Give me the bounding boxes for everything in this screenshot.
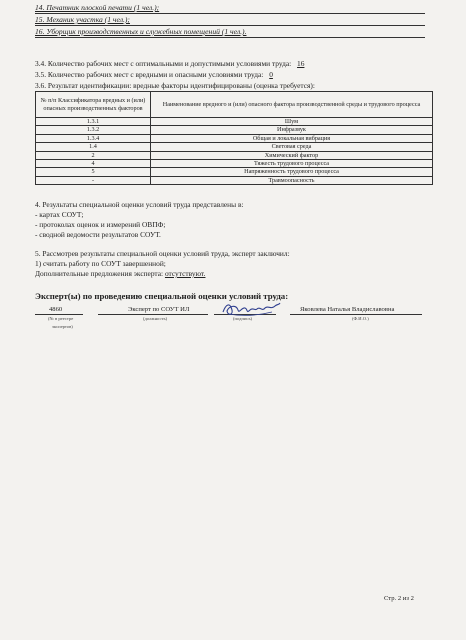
factor-code: 4 bbox=[36, 159, 151, 167]
factor-code: 2 bbox=[36, 151, 151, 159]
list-item: 15. Механик участка (1 чел.); bbox=[35, 15, 130, 24]
factor-name: Общая и локальная вибрация bbox=[151, 134, 433, 142]
section-3-5 bbox=[35, 70, 277, 79]
section-3-4-value: 16 bbox=[297, 59, 305, 68]
factor-code: 5 bbox=[36, 168, 151, 176]
factor-name: Напряженность трудового процесса bbox=[151, 168, 433, 176]
section-3-4-label: 3.4. Количество рабочих мест с оптимальными и допустимыми условиями труда: bbox=[35, 59, 292, 68]
caption-signature: (подпись) bbox=[233, 316, 253, 321]
column-header-name: Наименование вредного и (или) опасного фактора производственной среды и трудового процесса bbox=[151, 92, 433, 118]
table-row bbox=[36, 134, 433, 142]
factor-code: 1.3.4 bbox=[36, 134, 151, 142]
section-5-line2 bbox=[35, 269, 205, 278]
factor-code: 1.4 bbox=[36, 143, 151, 151]
caption-number-1: (№ в реестре bbox=[48, 316, 74, 321]
section-3-6: 3.6. Результат идентификации: вредные факторы идентифицированы (оценка требуется): bbox=[35, 81, 315, 90]
section-5-title: 5. Рассмотрев результаты специальной оценки условий труда, эксперт заключил: bbox=[35, 249, 290, 258]
section-3-5-label: 3.5. Количество рабочих мест с вредными и опасными условиями труда: bbox=[35, 70, 264, 79]
table-row bbox=[36, 176, 433, 184]
table-row bbox=[36, 126, 433, 134]
section-4-item: - сводной ведомости результатов СОУТ. bbox=[35, 230, 161, 239]
hazard-factors-table bbox=[35, 91, 433, 185]
expert-position: Эксперт по СОУТ ИЛ bbox=[128, 306, 190, 313]
section-4-item: - протоколах оценок и измерений ОВПФ; bbox=[35, 220, 166, 229]
factor-name: Травмоопасность bbox=[151, 176, 433, 184]
section-3-4 bbox=[35, 59, 308, 68]
table-row bbox=[36, 168, 433, 176]
section-4-item: - картах СОУТ; bbox=[35, 210, 84, 219]
table-row bbox=[36, 151, 433, 159]
underline-rule bbox=[35, 13, 425, 14]
table-row bbox=[36, 118, 433, 126]
underline-rule bbox=[35, 37, 425, 38]
expert-number: 4860 bbox=[49, 306, 63, 313]
factor-name: Химический фактор bbox=[151, 151, 433, 159]
section-3-5-value: 0 bbox=[269, 70, 273, 79]
table-row bbox=[36, 159, 433, 167]
list-item: 16. Уборщик производственных и служебных помещений (1 чел.). bbox=[35, 27, 247, 36]
section-4-title: 4. Результаты специальной оценки условий труда представлены в: bbox=[35, 200, 244, 209]
signature-image bbox=[220, 298, 282, 320]
expert-name: Яковлева Наталья Владиславовна bbox=[300, 306, 395, 313]
underline-rule bbox=[35, 25, 425, 26]
table-header-row bbox=[36, 92, 433, 118]
caption-number-2: экспертов) bbox=[52, 324, 73, 329]
factor-code: 1.3.2 bbox=[36, 126, 151, 134]
column-header-code: № п/п Классификатора вредных и (или) опасных производственных факторов bbox=[36, 92, 151, 118]
experts-heading: Эксперт(ы) по проведению специальной оценки условий труда: bbox=[35, 291, 289, 301]
factor-name: Шум bbox=[151, 118, 433, 126]
factor-name: Тяжесть трудового процесса bbox=[151, 159, 433, 167]
factor-code: - bbox=[36, 176, 151, 184]
list-item: 14. Печатник плоской печати (1 чел.); bbox=[35, 3, 160, 12]
caption-position: (должность) bbox=[143, 316, 168, 321]
factor-name: Световая среда bbox=[151, 143, 433, 151]
caption-name: (Ф.И.О.) bbox=[352, 316, 369, 321]
factor-name: Инфразвук bbox=[151, 126, 433, 134]
page-number: Стр. 2 из 2 bbox=[384, 595, 414, 602]
signature-line bbox=[290, 314, 422, 315]
section-5-line2-label: Дополнительные предложения эксперта: bbox=[35, 269, 164, 278]
signature-line bbox=[35, 314, 83, 315]
signature-line bbox=[98, 314, 208, 315]
section-5-line1: 1) считать работу по СОУТ завершенной; bbox=[35, 259, 166, 268]
table-row bbox=[36, 143, 433, 151]
factor-code: 1.3.1 bbox=[36, 118, 151, 126]
section-5-line2-value: отсутствуют. bbox=[164, 269, 206, 278]
